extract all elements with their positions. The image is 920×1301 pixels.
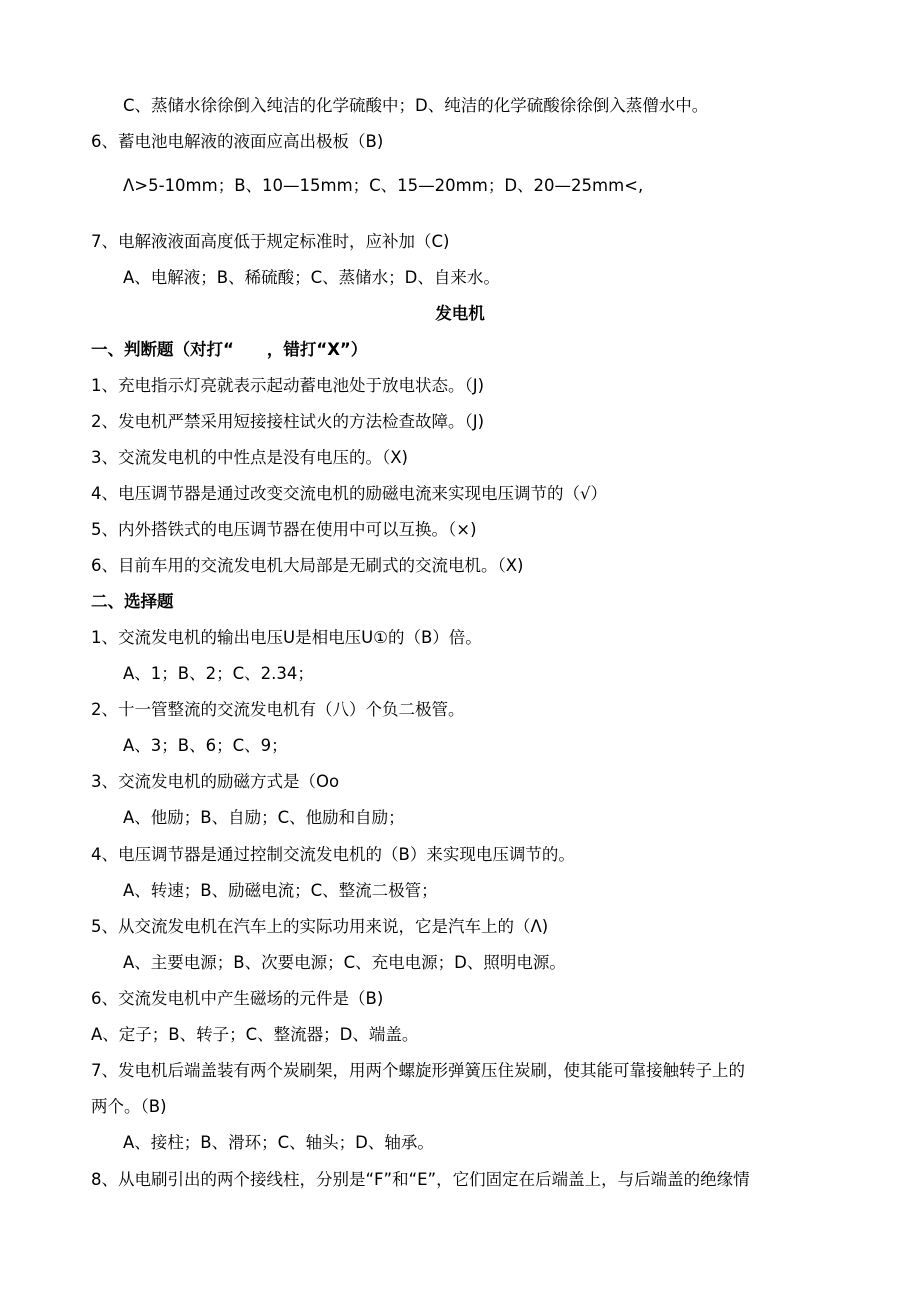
- option-line: A、电解液；B、稀硫酸；C、蒸储水；D、自来水。: [123, 268, 500, 287]
- question-line: 7、发电机后端盖装有两个炭刷架，用两个螺旋形弹簧压住炭刷，使其能可靠接触转子上的: [91, 1061, 745, 1080]
- option-line: A、定子；B、转子；C、整流器；D、端盖。: [91, 1025, 419, 1044]
- question-line-continued: 两个。（B): [91, 1097, 167, 1116]
- option-line: A、转速；B、励磁电流；C、整流二极管；: [123, 881, 438, 900]
- option-line: A、1；B、2；C、2.34；: [123, 664, 314, 683]
- option-line: A、主要电源；B、次要电源；C、充电电源；D、照明电源。: [123, 953, 566, 972]
- question-line: 6、蓄电池电解液的液面应高出极板（B): [91, 132, 384, 151]
- section-heading: 一、判断题（对打“ ，错打“X”）: [91, 340, 368, 359]
- section-heading: 二、选择题: [91, 592, 174, 611]
- question-line: 3、交流发电机的中性点是没有电压的。（X): [91, 448, 408, 467]
- question-line: 5、从交流发电机在汽车上的实际功用来说，它是汽车上的（Λ): [91, 917, 549, 936]
- question-line: 8、从电刷引出的两个接线柱，分别是“F”和“E”，它们固定在后端盖上，与后端盖的绝缘情: [91, 1170, 750, 1189]
- section-title: 发电机: [435, 304, 485, 323]
- question-line: 3、交流发电机的励磁方式是（Oo: [91, 772, 340, 791]
- option-line: C、蒸储水徐徐倒入纯洁的化学硫酸中；D、纯洁的化学硫酸徐徐倒入蒸僧水中。: [123, 96, 709, 115]
- question-line: 6、交流发电机中产生磁场的元件是（B): [91, 989, 384, 1008]
- question-line: 2、发电机严禁采用短接接柱试火的方法检查故障。（J): [91, 412, 485, 431]
- option-line: Λ>5-10mm；B、10—15mm；C、15—20mm；D、20—25mm<,: [123, 176, 644, 195]
- question-line: 7、电解液液面高度低于规定标准时，应补加（C): [91, 232, 450, 251]
- question-line: 6、目前车用的交流发电机大局部是无刷式的交流电机。（X): [91, 556, 524, 575]
- option-line: A、他励；B、自励；C、他励和自励；: [123, 808, 405, 827]
- option-line: A、接柱；B、滑环；C、轴头；D、轴承。: [123, 1133, 434, 1152]
- question-line: 5、内外搭铁式的电压调节器在使用中可以互换。（×): [91, 520, 477, 539]
- question-line: 1、交流发电机的输出电压U是相电压U①的（B）倍。: [91, 628, 482, 647]
- option-line: A、3；B、6；C、9；: [123, 736, 288, 755]
- question-line: 4、电压调节器是通过改变交流电机的励磁电流来实现电压调节的（√）: [91, 484, 608, 503]
- question-line: 2、十一管整流的交流发电机有（八）个负二极管。: [91, 700, 465, 719]
- question-line: 1、充电指示灯亮就表示起动蓄电池处于放电状态。（J): [91, 376, 485, 395]
- question-line: 4、电压调节器是通过控制交流发电机的（B）来实现电压调节的。: [91, 845, 575, 864]
